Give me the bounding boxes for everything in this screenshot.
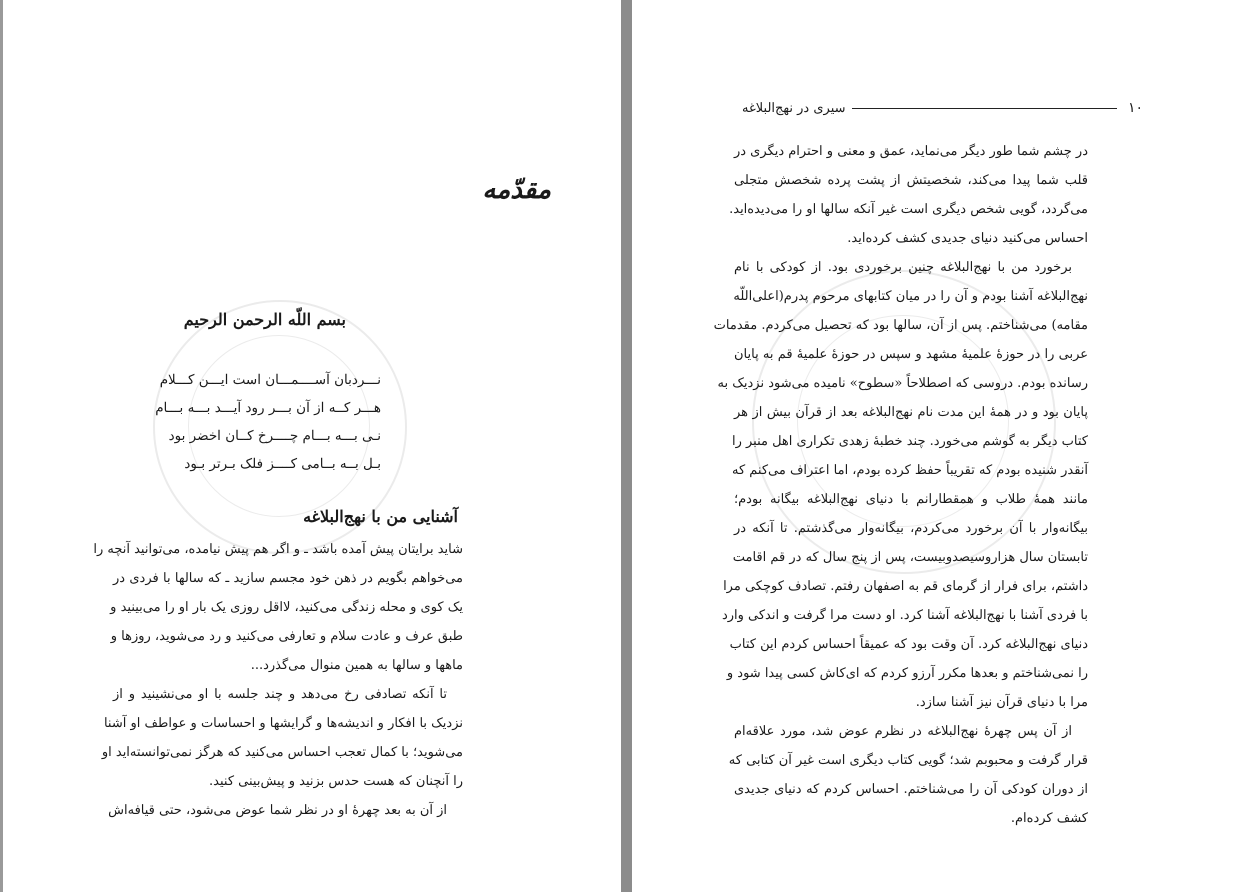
text-line: داشتم، برای فرار از گرمای قم به اصفهان رفتم. تصادف کوچکی مرا <box>723 579 1088 594</box>
text-line: ماهها و سالها به همین منوال می‌گذرد... <box>250 658 463 673</box>
text-line: پایان بود و در همهٔ این مدت نام نهج‌البلاغه بعد از قرآن بیش از هر <box>734 405 1088 420</box>
poem-line: بـل بــه بــامی کــــز فلک بـرتر بـود <box>184 456 381 472</box>
text-line: نهج‌البلاغه آشنا بودم و آن را در میان کتابهای مرحوم پدرم(اعلی‌اللّه <box>733 289 1088 304</box>
basmala: بسم اللّه الرحمن الرحیم <box>183 310 346 329</box>
page-gutter <box>621 0 632 892</box>
text-line: آنقدر شنیده بودم که تقریباً حفظ کرده بودم، اما اعتراف می‌کنم که <box>731 463 1088 478</box>
body-text <box>93 535 463 825</box>
text-line: مانند همهٔ طلاب و همقطارانم با دنیای نهج‌البلاغه بیگانه بودم؛ <box>734 492 1088 507</box>
left-page <box>3 0 621 892</box>
text-line: را نمی‌شناختم و بعدها مکرر آرزو کردم که ای‌کاش کسی پیدا شود و <box>726 666 1088 681</box>
text-line: مرا با دنیای قرآن نیز آشنا سازد. <box>915 695 1088 710</box>
poem-line: نـــردبان آســــمـــان است ایـــن کـــلام <box>159 372 381 388</box>
body-text <box>713 137 1088 833</box>
text-line: بیگانه‌وار با آن برخورد می‌کردم، بیگانه‌وار می‌گذشتم. تا آنکه در <box>734 521 1088 536</box>
text-line: تابستان سال هزاروسیصدوبیست، پس از پنج سال که در قم اقامت <box>732 550 1088 565</box>
text-line: شاید برایتان پیش آمده باشد ـ و اگر هم پیش نیامده، می‌توانید آنچه را <box>93 542 463 557</box>
text-line: نزدیک با افکار و اندیشه‌ها و گرایشها و احساسات و عواطف او آشنا <box>103 716 463 731</box>
paragraph <box>728 717 1088 833</box>
text-line: دنیای نهج‌البلاغه کرد. آن وقت بود که عمیقاً احساس کردم این کتاب <box>729 637 1088 652</box>
paragraph <box>101 680 463 796</box>
running-title: سیری در نهج‌البلاغه <box>742 100 846 116</box>
header-rule <box>852 108 1117 109</box>
page-number: ١٠ <box>1127 100 1143 116</box>
text-line: برخورد من با نهج‌البلاغه چنین برخوردی بود. از کودکی با نام <box>734 260 1072 275</box>
paragraph <box>93 535 463 680</box>
text-line: قرار گرفت و محبوبم شد؛ گویی کتاب دیگری است غیر آن کتابی که <box>728 753 1088 768</box>
text-line: از آن پس چهرهٔ نهج‌البلاغه در نظرم عوض شد، مورد علاقه‌ام <box>734 724 1072 739</box>
paragraph <box>713 253 1088 717</box>
text-line: را آنچنان که هست حدس بزنید و پیش‌بینی کنید. <box>209 774 463 789</box>
paragraph <box>108 796 463 825</box>
text-line: قلب شما پیدا می‌کند، شخصیتش از پشت پرده شخصش متجلی <box>734 173 1088 188</box>
poem-line: نـی بـــه بـــام چــــرخ کــان اخضر بود <box>168 428 381 444</box>
text-line: می‌شوید؛ با کمال تعجب احساس می‌کنید که هرگز نمی‌توانسته‌اید او <box>101 745 463 760</box>
text-line: می‌گردد، گویی شخص دیگری است غیر آنکه سالها او را می‌دیده‌اید. <box>729 202 1088 217</box>
poem-line: هـــر کــه از آن بـــر رود آیـــد بـــه بـــام <box>155 400 381 416</box>
right-page <box>632 0 1248 892</box>
text-line: تا آنکه تصادفی رخ می‌دهد و چند جلسه با او می‌نشینید و از <box>113 687 447 702</box>
text-line: طبق عرف و عادت سلام و تعارفی می‌کنید و رد می‌شوید، روزها و <box>110 629 463 644</box>
text-line: مقامه) می‌شناختم. پس از آن، سالها بود که تحصیل می‌کردم. مقدمات <box>713 318 1088 333</box>
text-line: از دوران کودکی آن را می‌شناختم. احساس کردم که دنیای جدیدی <box>734 782 1088 797</box>
text-line: از آن به بعد چهرهٔ او در نظر شما عوض می‌شود، حتی قیافه‌اش <box>108 803 447 818</box>
text-line: رسانده بودم. دروسی که اصطلاحاً «سطوح» نامیده می‌شود نزدیک به <box>717 376 1088 391</box>
text-line: عربی را در حوزهٔ علمیهٔ مشهد و سپس در حوزهٔ علمیهٔ قم به پایان <box>734 347 1088 362</box>
poem <box>155 366 381 478</box>
running-header <box>738 97 1143 119</box>
chapter-title: مقدّمه <box>482 175 551 205</box>
text-line: می‌خواهم بگویم در ذهن خود مجسم سازید ـ که سالها با فردی در <box>113 571 463 586</box>
text-line: کتاب دیگر به گوشم می‌خورد. چند خطبهٔ زهدی تکراری اهل منبر را <box>731 434 1088 449</box>
text-line: احساس می‌کنید دنیای جدیدی کشف کرده‌اید. <box>847 231 1088 246</box>
text-line: با فردی آشنا با نهج‌البلاغه آشنا کرد. او دست مرا گرفت و اندکی وارد <box>721 608 1088 623</box>
section-heading: آشنایی من با نهج‌البلاغه <box>303 507 458 526</box>
text-line: کشف کرده‌ام. <box>1010 811 1088 826</box>
paragraph <box>729 137 1088 253</box>
text-line: در چشم شما طور دیگر می‌نماید، عمق و معنی و احترام دیگری در <box>733 144 1088 159</box>
text-line: یک کوی و محله زندگی می‌کنید، لااقل روزی یک بار او را می‌بینید و <box>110 600 463 615</box>
